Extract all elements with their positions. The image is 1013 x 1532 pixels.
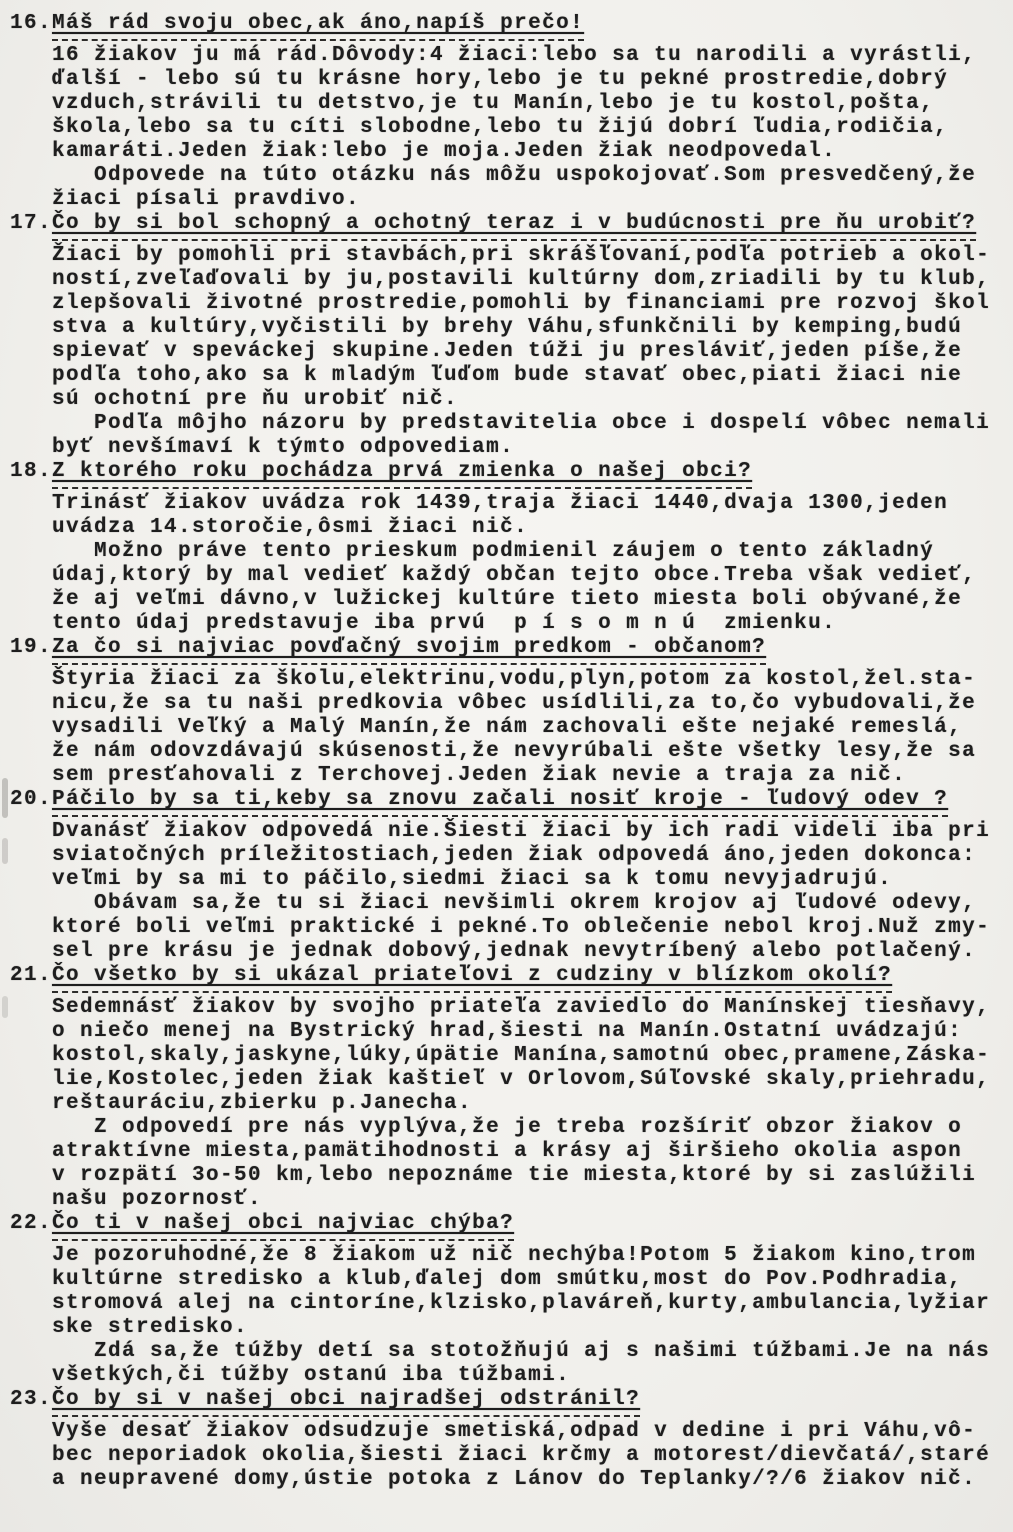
answer-line: žiaci písali pravdivo. xyxy=(52,188,361,211)
answer-line: Dvanásť žiakov odpovedá nie.Šiesti žiaci by ich radi videli iba pri xyxy=(52,820,991,843)
answer-line: sú ochotní pre ňu urobiť nič. xyxy=(52,388,459,411)
question-heading xyxy=(10,1388,1005,1417)
answer-line: 16 žiakov ju má rád.Dôvody:4 žiaci:lebo sa tu narodili a vyrástli, xyxy=(52,44,977,67)
answer-line: ktoré boli veľmi praktické i pekné.To oblečenie nebol kroj.Nuž zmy- xyxy=(52,916,991,939)
question-heading xyxy=(10,12,1005,41)
qa-section xyxy=(10,1388,1005,1492)
answer-line: Sedemnásť žiakov by svojho priateľa zaviedlo do Manínskej tiesňavy, xyxy=(52,996,991,1019)
answer-line: uvádza 14.storočie,ôsmi žiaci nič. xyxy=(52,516,529,539)
question-number: 19. xyxy=(10,636,53,659)
answer-line: stva a kultúry,vyčistili by brehy Váhu,sfunkčnili by kemping,budú xyxy=(52,316,963,339)
answer-line: v rozpätí 3o-50 km,lebo nepoznáme tie miesta,ktoré by si zaslúžili xyxy=(52,1164,977,1187)
answer-line: Je pozoruhodné,že 8 žiakom už nič nechýba!Potom 5 žiakom kino,trom xyxy=(52,1244,977,1267)
question-title: Páčilo by sa ti,keby sa znovu začali nosiť kroje - ľudový odev ? xyxy=(52,788,948,817)
answer-line: tento údaj predstavuje iba prvú p í s o m n ú zmienku. xyxy=(52,612,837,635)
answer-line: bec neporiadok okolia,šiesti žiaci krčmy a motorest/dievčatá/,staré xyxy=(52,1444,991,1467)
answer-line: kamaráti.Jeden žiak:lebo je moja.Jeden žiak neodpovedal. xyxy=(52,140,837,163)
answer-line: atraktívne miesta,pamätihodnosti a krásy aj širšieho okolia aspon xyxy=(52,1140,963,1163)
answer-line: našu pozornosť. xyxy=(52,1188,263,1211)
answer-line: Vyše desať žiakov odsudzuje smetiská,odpad v dedine i pri Váhu,vô- xyxy=(52,1420,977,1443)
qa-section xyxy=(10,636,1005,788)
question-title: Čo by si bol schopný a ochotný teraz i v budúcnosti pre ňu urobiť? xyxy=(52,212,976,241)
answer-line: byť nevšímaví k týmto odpovediam. xyxy=(52,436,515,459)
question-heading xyxy=(10,636,1005,665)
question-heading xyxy=(10,212,1005,241)
scan-smudge xyxy=(2,778,8,818)
qa-section xyxy=(10,964,1005,1212)
answer-line: lie,Kostolec,jeden žiak kaštieľ v Orlovom,Súľovské skaly,priehradu, xyxy=(52,1068,991,1091)
question-number: 20. xyxy=(10,788,53,811)
answer-line: údaj,ktorý by mal vedieť každý občan tejto obce.Treba však vedieť, xyxy=(52,564,977,587)
question-number: 17. xyxy=(10,212,53,235)
answer-line: všetkých,či túžby ostanú iba túžbami. xyxy=(52,1364,571,1387)
answer-text xyxy=(52,668,1005,788)
answer-line: sviatočných príležitostiach,jeden žiak odpovedá áno,jeden dokonca: xyxy=(52,844,977,867)
answer-line: a neupravené domy,ústie potoka z Lánov do Teplanky/?/6 žiakov nič. xyxy=(52,1468,977,1491)
answer-line: nicu,že sa tu naši predkovia vôbec usídlili,za to,čo vybudovali,že xyxy=(52,692,977,715)
answer-line: o niečo menej na Bystrický hrad,šiesti na Manín.Ostatní uvádzajú: xyxy=(52,1020,963,1043)
qa-section xyxy=(10,788,1005,964)
answer-line: stromová alej na cintoríne,klzisko,plaváreň,kurty,ambulancia,lyžiar xyxy=(52,1292,991,1315)
answer-text xyxy=(52,492,1005,636)
answer-text xyxy=(52,244,1005,460)
answer-text xyxy=(52,996,1005,1212)
answer-line: že aj veľmi dávno,v lužickej kultúre tieto miesta boli obývané,že xyxy=(52,588,963,611)
scan-smudge xyxy=(2,996,8,1018)
answer-text xyxy=(52,1244,1005,1388)
answer-line: spievať v speváckej skupine.Jeden túži ju presláviť,jeden píše,že xyxy=(52,340,963,363)
answer-line: Z odpovedí pre nás vyplýva,že je treba rozšíriť obzor žiakov o xyxy=(52,1116,963,1139)
qa-section xyxy=(10,460,1005,636)
question-heading xyxy=(10,964,1005,993)
answer-line: sem presťahovali z Terchovej.Jeden žiak nevie a traja za nič. xyxy=(52,764,907,787)
answer-line: ností,zveľaďovali by ju,postavili kultúrny dom,zriadili by tu klub, xyxy=(52,268,991,291)
answer-line: kultúrne stredisko a klub,ďalej dom smútku,most do Pov.Podhradia, xyxy=(52,1268,963,1291)
scan-smudge xyxy=(2,838,8,864)
question-number: 16. xyxy=(10,12,53,35)
answer-line: Zdá sa,že túžby detí sa stotožňujú aj s našimi túžbami.Je na nás xyxy=(52,1340,991,1363)
question-title: Máš rád svoju obec,ak áno,napíš prečo! xyxy=(52,12,584,41)
answer-line: Štyria žiaci za školu,elektrinu,vodu,plyn,potom za kostol,žel.sta- xyxy=(52,668,977,691)
question-title: Čo všetko by si ukázal priateľovi z cudziny v blízkom okolí? xyxy=(52,964,892,993)
answer-line: Možno práve tento prieskum podmienil záujem o tento základný xyxy=(52,540,935,563)
question-title: Z ktorého roku pochádza prvá zmienka o našej obci? xyxy=(52,460,752,489)
answer-line: Podľa môjho názoru by predstavitelia obce i dospelí vôbec nemali xyxy=(52,412,991,435)
question-heading xyxy=(10,1212,1005,1241)
answer-line: škola,lebo sa tu cíti slobodne,lebo tu žijú dobrí ľudia,rodičia, xyxy=(52,116,949,139)
question-number: 21. xyxy=(10,964,53,987)
answer-line: reštauráciu,zbierku p.Janecha. xyxy=(52,1092,473,1115)
question-heading xyxy=(10,460,1005,489)
answer-line: Trinásť žiakov uvádza rok 1439,traja žiaci 1440,dvaja 1300,jeden xyxy=(52,492,949,515)
answer-line: Obávam sa,že tu si žiaci nevšimli okrem krojov aj ľudové odevy, xyxy=(52,892,977,915)
answer-line: ďalší - lebo sú tu krásne hory,lebo je tu pekné prostredie,dobrý xyxy=(52,68,949,91)
answer-line: vysadili Veľký a Malý Manín,že nám zachovali ešte nejaké remeslá, xyxy=(52,716,963,739)
answer-line: že nám odovzdávajú skúsenosti,že nevyrúbali ešte všetky lesy,že sa xyxy=(52,740,977,763)
answer-line: zlepšovali životné prostredie,pomohli by financiami pre rozvoj škol xyxy=(52,292,991,315)
qa-section xyxy=(10,212,1005,460)
answer-line: kostol,skaly,jaskyne,lúky,úpätie Manína,samotnú obec,pramene,Záska- xyxy=(52,1044,991,1067)
answer-line: veľmi by sa mi to páčilo,siedmi žiaci sa k tomu nevyjadrujú. xyxy=(52,868,893,891)
answer-line: sel pre krásu je jednak dobový,jednak nevytríbený alebo potlačený. xyxy=(52,940,977,963)
answer-line: podľa toho,ako sa k mladým ľuďom bude stavať obec,piati žiaci nie xyxy=(52,364,963,387)
qa-section xyxy=(10,12,1005,212)
question-number: 18. xyxy=(10,460,53,483)
answer-text xyxy=(52,820,1005,964)
answer-text xyxy=(52,1420,1005,1492)
question-number: 23. xyxy=(10,1388,53,1411)
question-number: 22. xyxy=(10,1212,53,1235)
answer-text xyxy=(52,44,1005,212)
question-title: Čo ti v našej obci najviac chýba? xyxy=(52,1212,514,1241)
question-title: Za čo si najviac povďačný svojim predkom - občanom? xyxy=(52,636,766,665)
answer-line: vzduch,strávili tu detstvo,je tu Manín,lebo je tu kostol,pošta, xyxy=(52,92,935,115)
answer-line: Žiaci by pomohli pri stavbách,pri skrášľovaní,podľa potrieb a okol- xyxy=(52,244,991,267)
qa-section xyxy=(10,1212,1005,1388)
answer-line: ske stredisko. xyxy=(52,1316,249,1339)
answer-line: Odpovede na túto otázku nás môžu uspokojovať.Som presvedčený,že xyxy=(52,164,977,187)
question-title: Čo by si v našej obci najradšej odstránil? xyxy=(52,1388,640,1417)
question-heading xyxy=(10,788,1005,817)
